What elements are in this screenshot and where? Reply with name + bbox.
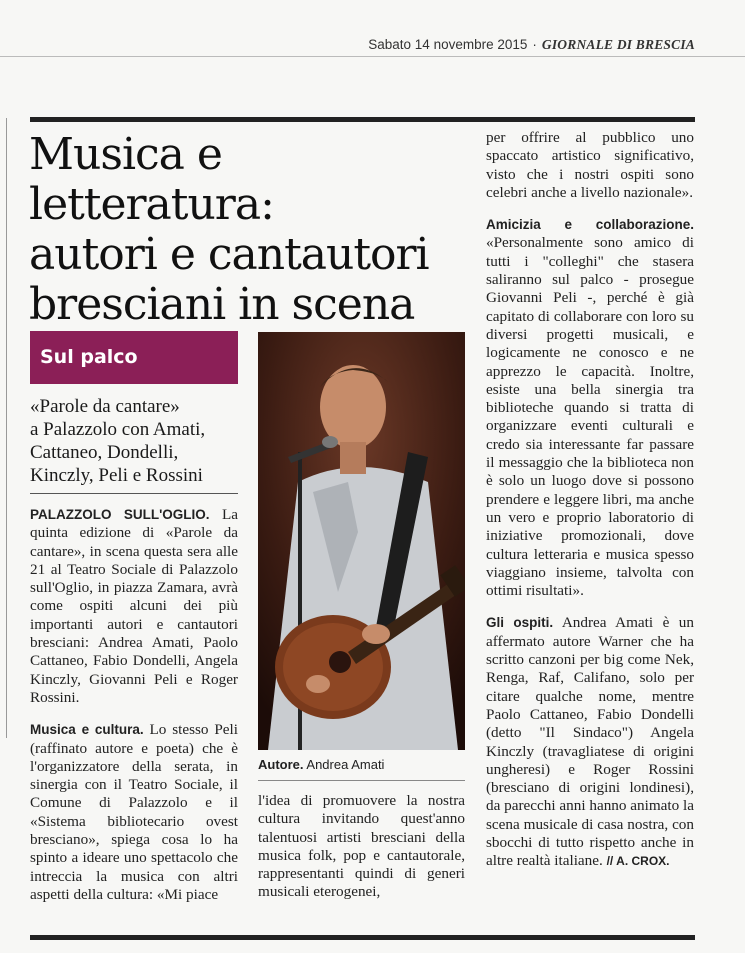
paragraph-lead: Musica e cultura. [30, 722, 144, 738]
newspaper-name: GIORNALE DI BRESCIA [541, 37, 695, 52]
author-signature: // A. CROX. [606, 854, 670, 869]
article-title [29, 130, 469, 330]
column-3 [486, 129, 694, 871]
title-line: autori e cantautori [29, 229, 429, 280]
caption-rule [258, 780, 465, 781]
photo-caption [258, 757, 384, 772]
title-line: bresciani in scena [29, 279, 415, 330]
paragraph: per offrire al pubblico uno spaccato artistico significativo, visto che i nostri ospiti sono celebri anche a livello nazionale». [486, 129, 694, 201]
paragraph-text: Andrea Amati è un affermato autore Warner che ha scritto canzoni per big come Nek, Renga, Raf, Califano, solo per citare qualche nome, mentre Paolo Cattaneo, Fabio Dondelli (detto "Il Sindaco") Angela Kinczly (travagliatese di origini ungheresi) e Roger Rossini (bresciano di origini londinesi), da parecchi anni hanno animato la scena musicale di casa nostra, con sbocchi di tutto rispetto anche in altre realtà italiane. [486, 614, 694, 870]
column-1 [30, 506, 238, 904]
paragraph-text: Lo stesso Peli (raffinato autore e poeta) che è l'organizzatore della serata, in sinergia con il Teatro Sociale, il Comune di Palazzolo e il «Sistema bibliotecario ovest bresciano», spiega cosa lo ha spinto a ideare uno spettacolo che intreccia la musica con altri aspetti della cultura: «Mi piace [30, 721, 238, 903]
article-photo [258, 332, 465, 750]
column-2 [258, 792, 465, 902]
bottom-rule [30, 935, 695, 940]
header-separator: · [532, 37, 537, 52]
margin-rule [6, 118, 7, 738]
paragraph-lead: Gli ospiti. [486, 615, 554, 631]
paragraph [30, 721, 238, 904]
paragraph [30, 506, 238, 707]
subhead-line: «Parole da cantare» [30, 396, 180, 417]
caption-lead: Autore. [258, 757, 304, 772]
title-line: Musica e letteratura: [29, 129, 274, 230]
paragraph [486, 614, 694, 870]
paragraph [486, 216, 694, 600]
paragraph: l'idea di promuovere la nostra cultura invitando quest'anno talentuosi artisti bresciani della musica folk, pop e cantautorale, rappresentanti quindi di generi musicali eterogenei, [258, 792, 465, 901]
subhead-line: a Palazzolo con Amati, [30, 419, 206, 440]
subhead-rule [30, 493, 238, 494]
subhead-line: Kinczly, Peli e Rossini [30, 465, 203, 486]
paragraph-text: «Personalmente sono amico di tutti i "colleghi" che stasera saliranno sul palco - prosegue Giovanni Peli -, perché è già capitato di collaborare con loro su diversi progetti musicali, e logicamente ne conosco e ne apprezzo le capacità. Inoltre, esiste una bella sinergia tra biblioteche quando si tratta di organizzare eventi culturali e credo sia interessante far passare il messaggio che la biblioteca non è solo un luogo dove si possono prendere e leggere libri, ma anche un vero e proprio laboratorio di iniziative promozionali, dove cultura letteraria e musica spesso viaggiano insieme, talvolta con ottimi risultati». [486, 234, 694, 600]
guitarist-photo-illustration [258, 332, 465, 750]
top-rule [30, 117, 695, 122]
header-rule [0, 56, 745, 57]
header-date: Sabato 14 novembre 2015 [368, 37, 528, 52]
paragraph-lead: Amicizia e collaborazione. [486, 217, 694, 233]
paragraph-lead: PALAZZOLO SULL'OGLIO. [30, 507, 210, 522]
caption-text: Andrea Amati [303, 757, 385, 772]
paragraph-text: La quinta edizione di «Parole da cantare», in scena questa sera alle 21 al Teatro Sociale di Palazzolo sull'Oglio, in piazza Zamara, avrà come ospiti alcuni dei più importanti autori e cantautori bresciani: Andrea Amati, Paolo Cattaneo, Fabio Dondelli, Angela Kinczly, Giovanni Peli e Roger Rossini. [30, 506, 238, 706]
page-header [368, 37, 695, 53]
article-subhead [30, 395, 240, 487]
section-box: Sul palco [30, 331, 238, 384]
subhead-line: Cattaneo, Dondelli, [30, 442, 179, 463]
